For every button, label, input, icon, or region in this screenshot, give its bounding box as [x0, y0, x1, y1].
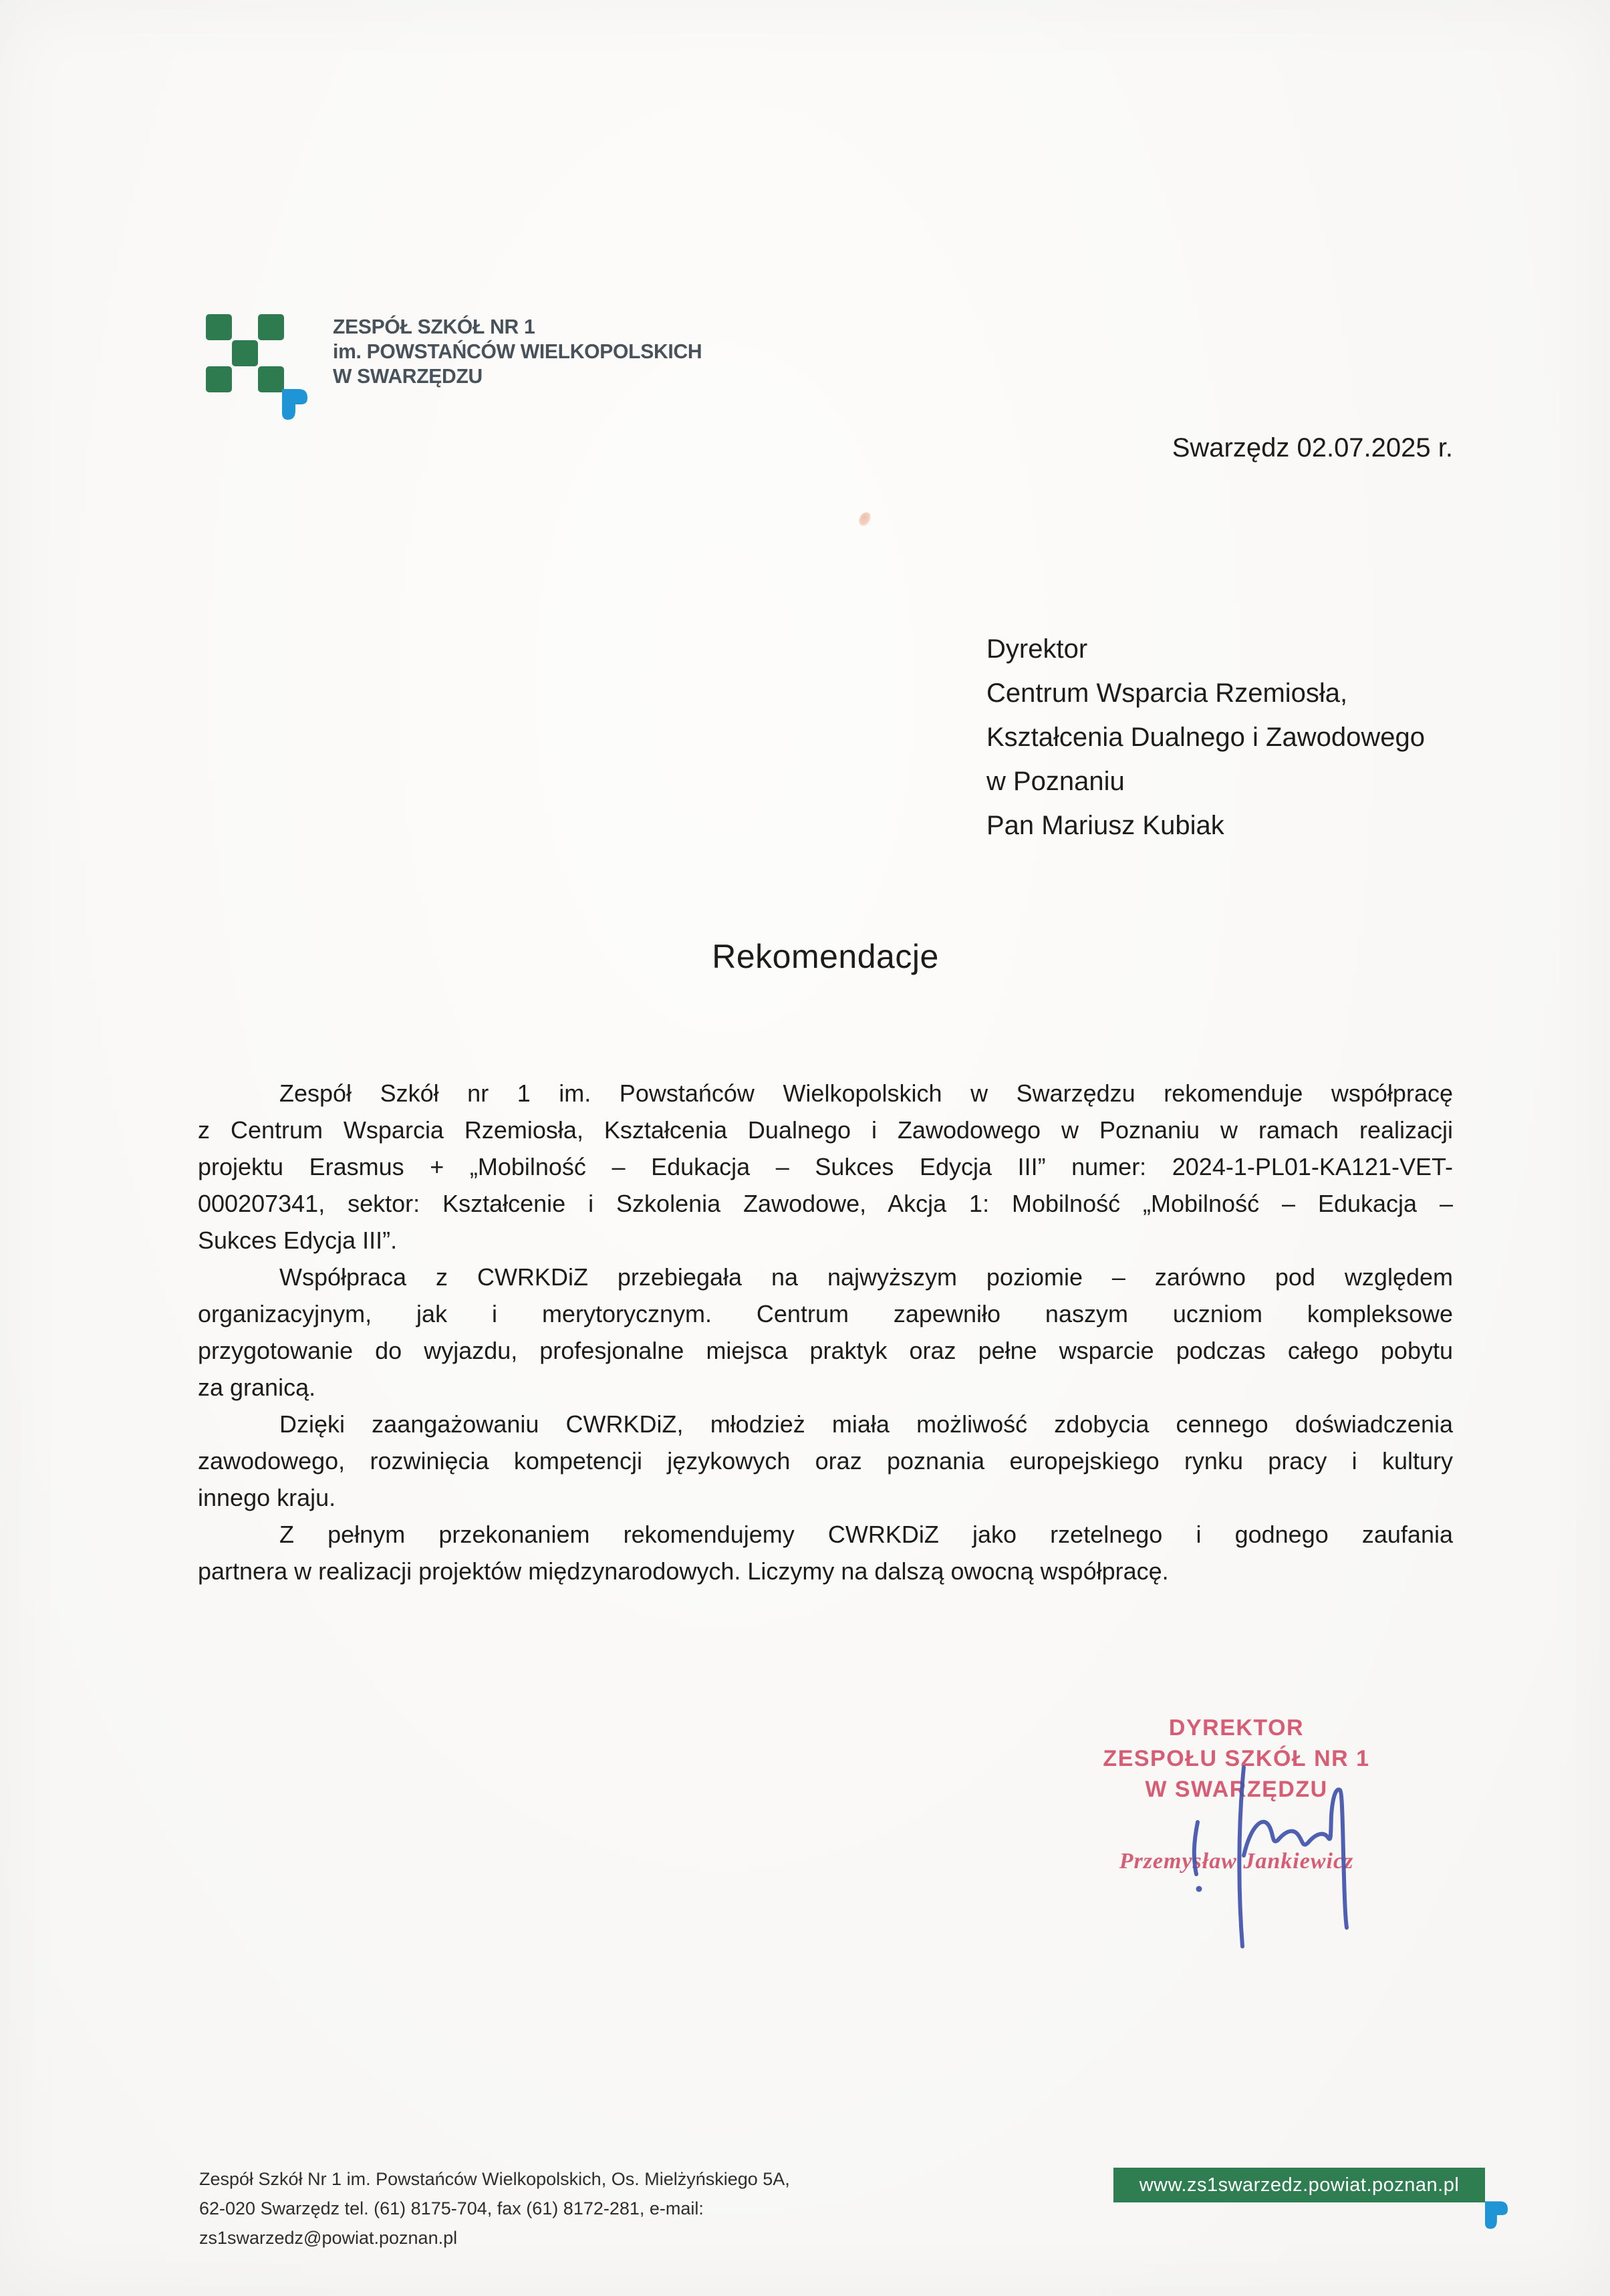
addressee-block: [986, 627, 1425, 848]
logo-square: [258, 314, 284, 340]
logo-square: [206, 314, 232, 340]
body-line: innego kraju.: [198, 1484, 336, 1511]
body-line: za granicą.: [198, 1374, 316, 1401]
school-name-line: W SWARZĘDZU: [333, 364, 483, 388]
addressee-line: Kształcenia Dualnego i Zawodowego: [986, 723, 1425, 752]
footer-address-line: zs1swarzedz@powiat.poznan.pl: [199, 2228, 458, 2248]
body-line: zawodowego, rozwinięcia kompetencji językowych oraz poznania europejskiego rynku pracy i kultury: [198, 1447, 1453, 1475]
logo-square: [232, 340, 258, 366]
body-line: Z pełnym przekonaniem rekomendujemy CWRKDiZ jako rzetelnego i godnego zaufania: [279, 1521, 1453, 1548]
body-line: Współpraca z CWRKDiZ przebiegała na najwyższym poziomie – zarówno pod względem: [279, 1263, 1453, 1291]
scan-artifact: [857, 511, 872, 528]
body-line: Zespół Szkół nr 1 im. Powstańców Wielkopolskich w Swarzędzu rekomenduje współpracę: [279, 1079, 1453, 1107]
footer-address-line: 62-020 Swarzędz tel. (61) 8175-704, fax (61) 8172-281, e-mail:: [199, 2198, 704, 2218]
stamp-line: DYREKTOR: [1168, 1715, 1305, 1741]
school-name-line: ZESPÓŁ SZKÓŁ NR 1: [333, 315, 535, 338]
addressee-line: w Poznaniu: [986, 767, 1125, 796]
body-line: przygotowanie do wyjazdu, profesjonalne miejsca praktyk oraz pełne wsparcie podczas całego pobytu: [198, 1337, 1453, 1364]
body-paragraph: [198, 1406, 1453, 1516]
logo-square: [258, 366, 284, 392]
stamp-signer-name: Przemysław Jankiewicz: [1119, 1849, 1354, 1874]
body-line: Sukces Edycja III”.: [198, 1227, 398, 1254]
body-paragraph: [198, 1259, 1453, 1406]
stamp-line: ZESPOŁU SZKÓŁ NR 1: [1103, 1746, 1370, 1771]
stamp-line: W SWARZĘDZU: [1145, 1777, 1328, 1802]
body-paragraph: [198, 1075, 1453, 1259]
letter-date: Swarzędz 02.07.2025 r.: [1172, 433, 1453, 463]
logo-square: [206, 366, 232, 392]
website-bar: [1113, 2168, 1485, 2202]
addressee-line: Dyrektor: [986, 634, 1088, 664]
school-name-block: [333, 314, 702, 388]
letter-body: [198, 1075, 1453, 1589]
footer-address-line: Zespół Szkół Nr 1 im. Powstańców Wielkopolskich, Os. Mielżyńskiego 5A,: [199, 2169, 790, 2189]
body-paragraph: [198, 1516, 1453, 1589]
body-line: z Centrum Wsparcia Rzemiosła, Kształcenia Dualnego i Zawodowego w Poznaniu w ramach realizacji: [198, 1116, 1453, 1144]
logo-foot-icon: [282, 389, 307, 420]
addressee-line: Centrum Wsparcia Rzemiosła,: [986, 678, 1348, 708]
school-logo-mark-icon: [206, 314, 313, 424]
body-line: projektu Erasmus + „Mobilność – Edukacja – Sukces Edycja III” numer: 2024-1-PL01-KA121-VET-: [198, 1153, 1453, 1180]
addressee-line: Pan Mariusz Kubiak: [986, 811, 1224, 840]
footer-address-block: [199, 2164, 790, 2253]
school-logo: [206, 314, 713, 424]
body-line: partnera w realizacji projektów międzynarodowych. Liczymy na dalszą owocną współpracę.: [198, 1557, 1169, 1585]
school-name-line: im. POWSTAŃCÓW WIELKOPOLSKICH: [333, 340, 702, 363]
website-url: www.zs1swarzedz.powiat.poznan.pl: [1139, 2174, 1460, 2196]
letter-title: Rekomendacje: [712, 938, 939, 975]
footer-foot-icon: [1485, 2201, 1508, 2229]
body-line: organizacyjnym, jak i merytorycznym. Centrum zapewniło naszym uczniom kompleksowe: [198, 1300, 1453, 1327]
handwritten-signature: [1175, 1750, 1389, 1964]
body-line: 000207341, sektor: Kształcenie i Szkolenia Zawodowe, Akcja 1: Mobilność „Mobilność – Edukacja –: [198, 1190, 1453, 1217]
body-line: Dzięki zaangażowaniu CWRKDiZ, młodzież miała możliwość zdobycia cennego doświadczenia: [279, 1410, 1453, 1438]
